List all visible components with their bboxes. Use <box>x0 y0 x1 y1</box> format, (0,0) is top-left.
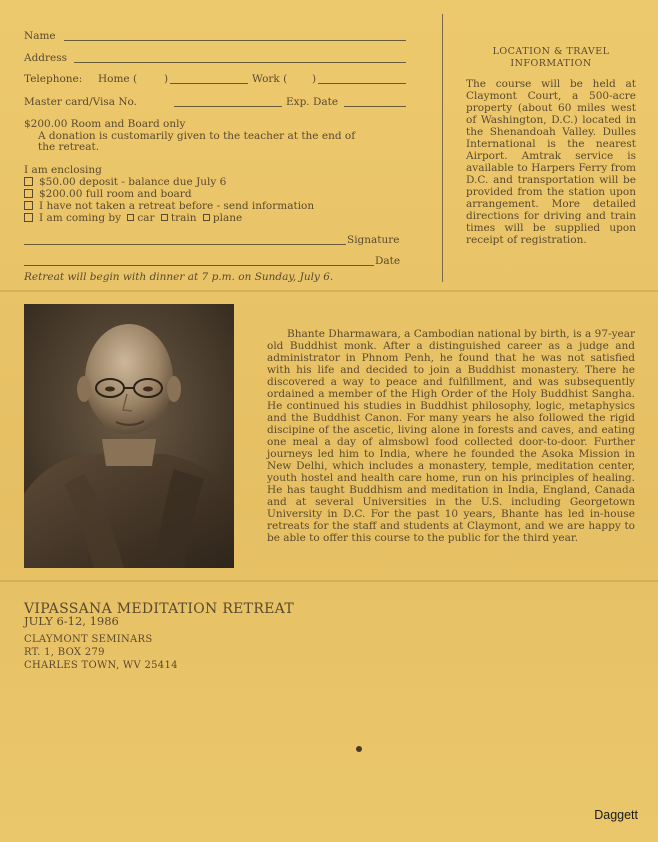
option-full-board[interactable] <box>24 188 192 200</box>
bio-text: Bhante Dharmawara, a Cambodian national by birth, is a 97-year old Buddhist monk. After a distinguished career as a judge and administrator in Phnom Penh, he found that he was not satisfied with his life and decided to join a Buddhist monastery. There he discovered a way to peace and fulfillment, and was subsequently ordained a member of the High Order of the Holy Buddhist Sangha. He continued his studies in Buddhist philosophy, logic, metaphysics and the Buddhist Canon. For many years he also followed the rigid discipine of the ascetic, living alone in forests and caves, and eating one meal a day of almsbowl food collected door-to-door. Further journeys led him to India, where he founded the Asoka Mission in New Delhi, which includes a monastery, temple, meditation center, youth hostel and health care home, run on his principles of healing. He has taught Buddhism and meditation in India, England, Canada and at several Universities in the U.S. including Georgetown University in D.C. For the past 10 years, Bhante has led in-house retreats for the staff and students at Claymont, and we are happy to be able to offer this course to the public for the third year. <box>267 328 635 544</box>
enclosing-label: I am enclosing <box>24 164 102 176</box>
exp-date-field[interactable] <box>344 106 406 107</box>
work-phone-close: ) <box>312 73 317 85</box>
work-phone-label: Work ( <box>252 73 288 85</box>
option-coming-by <box>24 212 242 224</box>
exp-date-label: Exp. Date <box>286 96 339 108</box>
watermark: Daggett <box>594 808 638 822</box>
location-body: The course will be held at Claymont Court, a 500-acre property (about 60 miles west of Washington, D.C.) located in the Shenandoah Valley. Dulles International is the nearest Airport. Amtrak service is available to Harpers Ferry from D.C. and transportation will be provided from the station upon arrangement. More detailed directions for driving and train times will be supplied upon receipt of registration. <box>466 78 636 246</box>
fold-line <box>0 290 658 292</box>
checkbox-icon[interactable] <box>24 189 33 198</box>
checkbox-icon[interactable] <box>24 201 33 210</box>
option-label: $50.00 deposit - balance due July 6 <box>39 176 227 188</box>
signature-label: Signature <box>347 234 400 246</box>
name-label: Name <box>24 30 56 42</box>
location-heading-line: LOCATION & TRAVEL <box>492 46 610 57</box>
checkbox-icon[interactable] <box>127 214 134 221</box>
address-line: CLAYMONT SEMINARS <box>24 634 153 645</box>
checkbox-icon[interactable] <box>24 177 33 186</box>
checkbox-icon[interactable] <box>24 213 33 222</box>
price-line: $200.00 Room and Board only <box>24 118 186 130</box>
option-label: I have not taken a retreat before - send information <box>39 200 315 212</box>
coming-by-car: car <box>137 212 155 224</box>
address-line: RT. 1, BOX 279 <box>24 647 105 658</box>
donation-line: the retreat. <box>38 141 100 153</box>
checkbox-icon[interactable] <box>203 214 210 221</box>
address-label: Address <box>24 52 68 64</box>
retreat-note: Retreat will begin with dinner at 7 p.m. on Sunday, July 6. <box>24 271 334 283</box>
address-field[interactable] <box>74 62 406 63</box>
card-label: Master card/Visa No. <box>24 96 138 108</box>
signature-field[interactable] <box>24 244 346 245</box>
portrait-photo <box>24 304 234 568</box>
name-field[interactable] <box>64 40 406 41</box>
work-phone-field[interactable] <box>318 83 406 84</box>
telephone-label: Telephone: <box>24 73 83 85</box>
option-deposit[interactable] <box>24 176 226 188</box>
punch-dot <box>356 746 362 752</box>
home-phone-label: Home ( <box>98 73 138 85</box>
retreat-dates: JULY 6-12, 1986 <box>24 614 119 628</box>
date-label: Date <box>375 255 401 267</box>
coming-by-train: train <box>170 212 197 224</box>
date-field[interactable] <box>24 265 374 266</box>
address-line: CHARLES TOWN, WV 25414 <box>24 660 178 671</box>
column-divider <box>442 14 443 282</box>
location-heading-line: INFORMATION <box>510 58 592 69</box>
checkbox-icon[interactable] <box>161 214 168 221</box>
card-number-field[interactable] <box>174 106 282 107</box>
home-phone-close: ) <box>164 73 169 85</box>
location-heading <box>466 46 636 70</box>
fold-line <box>0 580 658 582</box>
option-label: $200.00 full room and board <box>39 188 192 200</box>
option-send-info[interactable] <box>24 200 314 212</box>
coming-by-label: I am coming by <box>39 212 122 224</box>
coming-by-plane: plane <box>212 212 243 224</box>
donation-line: A donation is customarily given to the teacher at the end of <box>38 130 356 142</box>
retreat-title: VIPASSANA MEDITATION RETREAT <box>24 601 294 617</box>
home-phone-field[interactable] <box>170 83 248 84</box>
